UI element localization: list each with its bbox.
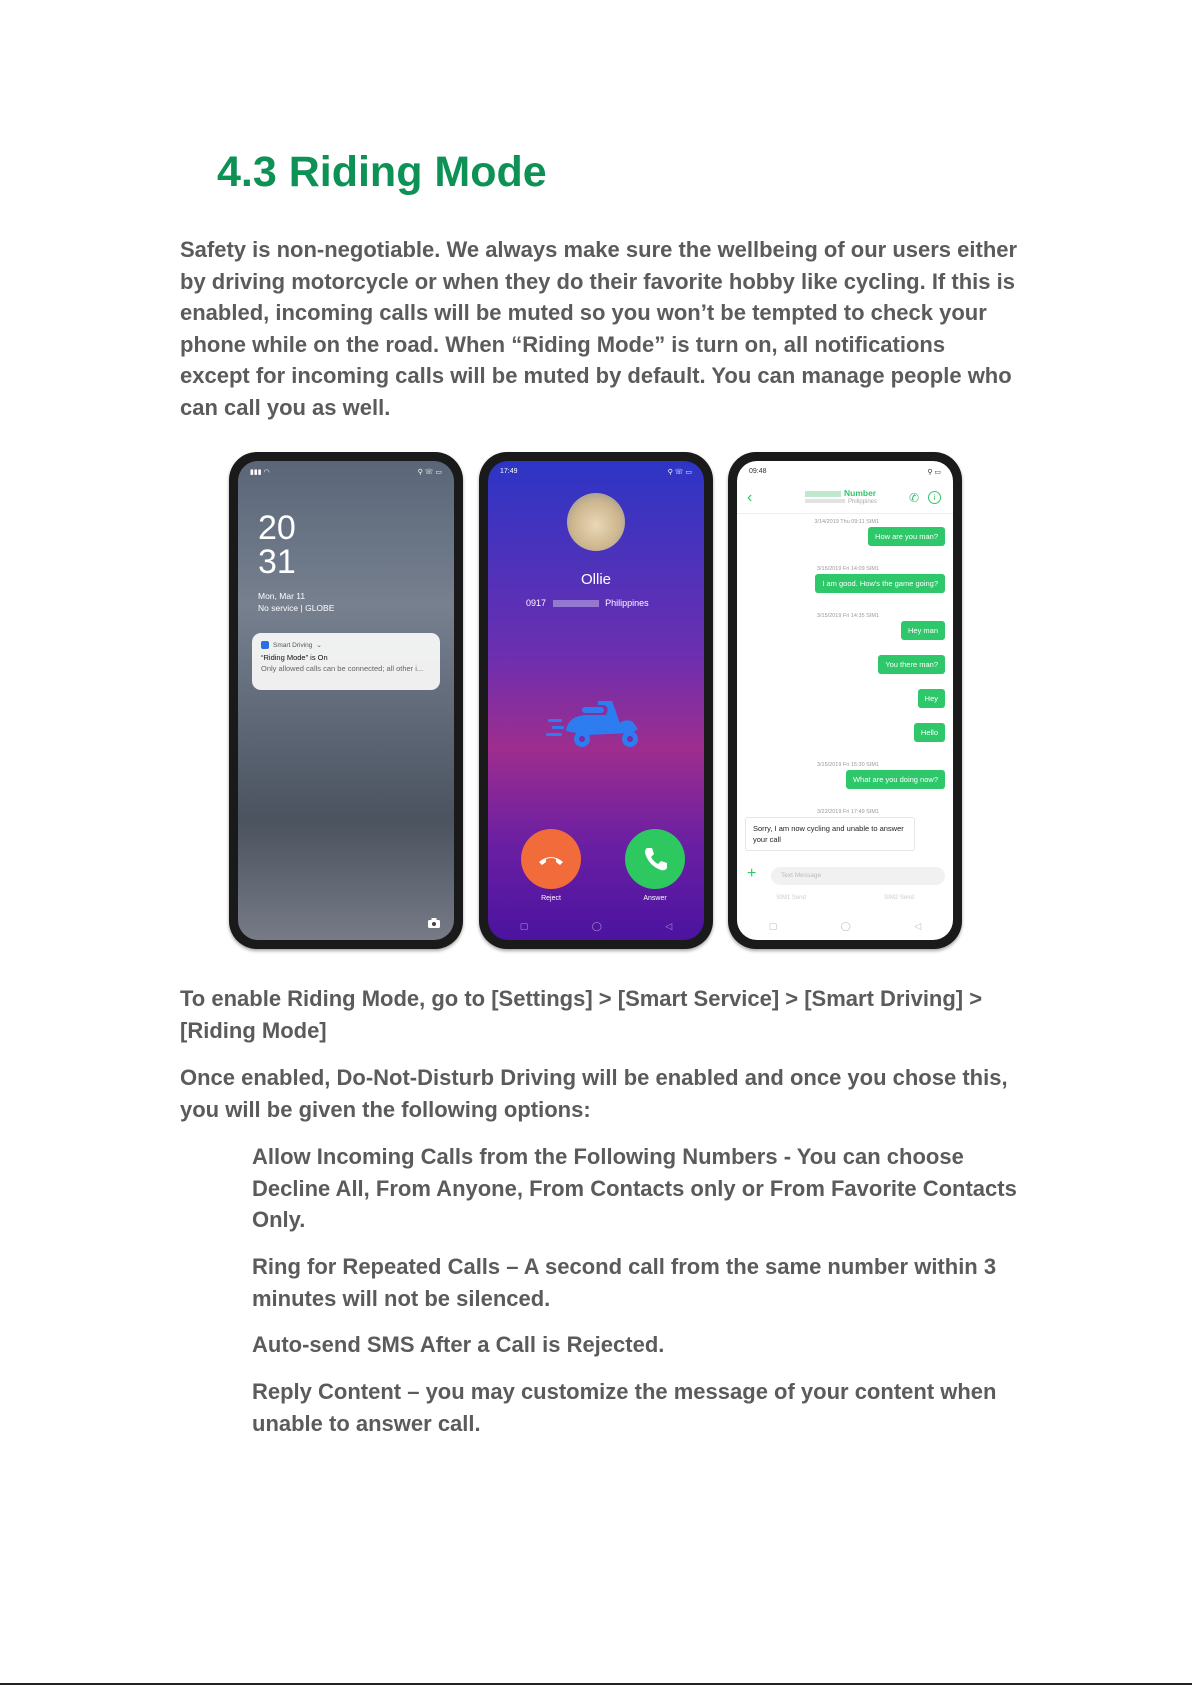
compose-bar (745, 867, 945, 885)
option-item: Reply Content – you may customize the message of your content when unable to answer call. (252, 1379, 997, 1436)
notification-body: Only allowed calls can be connected; all other i... (261, 664, 424, 673)
sent-message: Hello (914, 723, 945, 742)
status-time: 09:48 (749, 468, 767, 475)
timestamp: 3/14/2019 Thu 09:11 SIM1 (814, 519, 879, 525)
sent-message: Hey man (901, 621, 945, 640)
caller-avatar (567, 493, 625, 551)
phone-icon (625, 829, 685, 889)
caller-number-line (526, 598, 649, 608)
messages-screen (737, 461, 953, 940)
sent-message: How are you man? (868, 527, 945, 546)
riding-mode-notification[interactable] (252, 633, 440, 690)
incoming-call-phone (479, 452, 713, 949)
contact-name: Number (805, 488, 876, 498)
clock-minute: 31 (258, 543, 296, 581)
sent-message: I am good. How's the game going? (815, 574, 945, 593)
sim2-send-button[interactable]: SIM2 Send (884, 895, 914, 901)
status-bar: 17:49 ⚲ ☏ ▭ (500, 468, 692, 480)
sim-send-row (737, 895, 953, 901)
lock-date: Mon, Mar 11 (258, 591, 306, 601)
caller-name: Ollie (580, 571, 611, 588)
answer-label: Answer (643, 895, 667, 902)
back-icon[interactable]: ◁ (914, 920, 922, 931)
section-heading: 4.3 Riding Mode (217, 148, 547, 196)
call-icon[interactable]: ✆ (908, 491, 919, 505)
home-icon[interactable]: ◯ (591, 920, 602, 931)
recents-icon[interactable]: ▢ (519, 920, 529, 931)
reject-label: Reject (541, 895, 561, 902)
clock-hour: 20 (258, 509, 296, 547)
messages-phone (728, 452, 962, 949)
add-icon[interactable]: + (747, 865, 757, 882)
conversation-header (737, 483, 953, 514)
status-time: 17:49 (500, 468, 518, 475)
option-item: Allow Incoming Calls from the Following Numbers - You can choose Decline All, From Anyone, From Contacts only or From Favorite Contacts Only. (252, 1144, 1017, 1232)
timestamp: 3/15/2019 Fri 15:30 SIM1 (816, 762, 879, 768)
info-icon[interactable]: i (928, 491, 941, 504)
message-input[interactable]: Text Message (771, 867, 945, 885)
chevron-down-icon: ⌄ (316, 642, 322, 649)
timestamp: 3/15/2019 Fri 14:35 SIM1 (816, 613, 879, 619)
home-icon[interactable]: ◯ (840, 920, 851, 931)
sent-message: What are you doing now? (846, 770, 945, 789)
status-bar: ▮▮▮ ◠ ⚲ ☏ ▭ (250, 469, 442, 476)
option-item: Ring for Repeated Calls – A second call from the same number within 3 minutes will not be silenced. (252, 1254, 997, 1311)
once-enabled-paragraph: Once enabled, Do-Not-Disturb Driving will be enabled and once you chose this, you will be given the following options: (180, 1065, 1008, 1122)
timestamp: 3/15/2019 Fri 14:09 SIM1 (816, 566, 879, 572)
sim1-send-button[interactable]: SIM1 Send (776, 895, 806, 901)
camera-icon[interactable] (428, 918, 440, 928)
status-bar: 09:48 ⚲ ▭ (749, 468, 941, 480)
timestamp: 3/22/2019 Fri 17:49 SIM1 (816, 809, 879, 815)
sent-message: You there man? (878, 655, 945, 674)
back-icon[interactable]: ◁ (665, 920, 673, 931)
nav-bar (737, 920, 953, 932)
enable-instructions: To enable Riding Mode, go to [Settings] > [Smart Service] > [Smart Driving] > [Riding Mode] (180, 986, 983, 1043)
lockscreen-phone (229, 452, 463, 949)
incoming-call-screen (488, 461, 704, 940)
smart-driving-icon (261, 641, 269, 649)
clock (258, 511, 296, 579)
hang-up-icon (521, 829, 581, 889)
redacted-number (553, 600, 599, 607)
lock-service: No service | GLOBE (258, 603, 335, 613)
lockscreen-screen (238, 461, 454, 940)
caller-number: 0917 (526, 598, 547, 608)
auto-reply-message: Sorry, I am now cycling and unable to answer your call (745, 817, 915, 851)
intro-paragraph: Safety is non-negotiable. We always make sure the wellbeing of our users either by driving motorcycle or when they do their favorite hobby like cycling. If this is enabled, incoming calls will be muted so you won’t be tempted to check your phone while on the road. When “Riding Mode” is turn on, all notifications except for incoming calls will be muted by default. You can manage people who can call you as well. (180, 237, 1018, 420)
reject-button[interactable] (521, 829, 581, 889)
back-icon[interactable]: ‹ (747, 489, 753, 506)
option-item: Auto-send SMS After a Call is Rejected. (252, 1332, 665, 1357)
sent-message: Hey (918, 689, 945, 708)
recents-icon[interactable]: ▢ (768, 920, 778, 931)
caller-country: Philippines (605, 598, 649, 608)
answer-button[interactable] (625, 829, 685, 889)
contact-subtitle: Philippines (805, 499, 877, 505)
notification-app-name: Smart Driving (273, 641, 313, 649)
nav-bar (488, 920, 704, 932)
notification-title: “Riding Mode” is On (261, 653, 328, 662)
scooter-icon (546, 693, 656, 753)
